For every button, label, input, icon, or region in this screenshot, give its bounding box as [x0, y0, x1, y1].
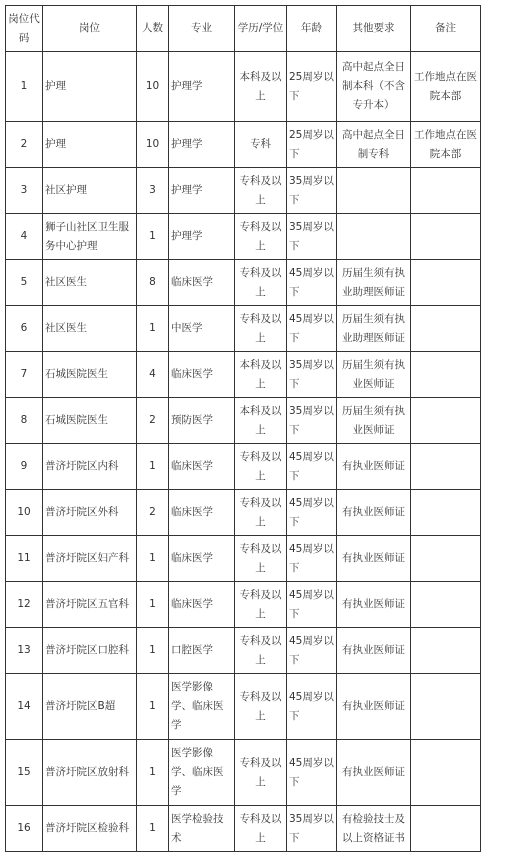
cell-requirements: 有检验技士及以上资格证书 — [337, 806, 411, 852]
cell-age: 45周岁以下 — [287, 260, 337, 306]
cell-notes — [411, 628, 481, 674]
cell-notes — [411, 806, 481, 852]
cell-age: 45周岁以下 — [287, 536, 337, 582]
cell-notes — [411, 168, 481, 214]
table-row — [6, 740, 481, 806]
table-row — [6, 398, 481, 444]
table-row — [6, 306, 481, 352]
cell-post: 石城医院医生 — [43, 398, 137, 444]
cell-notes — [411, 306, 481, 352]
cell-code: 7 — [6, 352, 43, 398]
cell-code: 10 — [6, 490, 43, 536]
cell-age: 35周岁以下 — [287, 352, 337, 398]
cell-education: 本科及以上 — [235, 52, 287, 122]
cell-requirements: 有执业医师证 — [337, 490, 411, 536]
table-row — [6, 582, 481, 628]
cell-requirements — [337, 214, 411, 260]
cell-major: 护理学 — [169, 214, 235, 260]
cell-post: 普济圩院区检验科 — [43, 806, 137, 852]
cell-major: 临床医学 — [169, 444, 235, 490]
recruitment-table — [5, 5, 481, 852]
cell-age: 25周岁以下 — [287, 52, 337, 122]
cell-requirements: 有执业医师证 — [337, 582, 411, 628]
cell-age: 45周岁以下 — [287, 444, 337, 490]
cell-code: 16 — [6, 806, 43, 852]
cell-requirements: 历届生须有执业医师证 — [337, 352, 411, 398]
header-notes: 备注 — [411, 6, 481, 52]
cell-post: 社区护理 — [43, 168, 137, 214]
cell-post: 普济圩院区内科 — [43, 444, 137, 490]
cell-age: 35周岁以下 — [287, 398, 337, 444]
cell-major: 预防医学 — [169, 398, 235, 444]
cell-notes — [411, 740, 481, 806]
table-row — [6, 628, 481, 674]
cell-code: 12 — [6, 582, 43, 628]
cell-count: 1 — [137, 628, 169, 674]
cell-code: 3 — [6, 168, 43, 214]
cell-post: 狮子山社区卫生服务中心护理 — [43, 214, 137, 260]
cell-major: 护理学 — [169, 168, 235, 214]
cell-major: 临床医学 — [169, 352, 235, 398]
cell-education: 本科及以上 — [235, 398, 287, 444]
cell-requirements: 有执业医师证 — [337, 536, 411, 582]
cell-post: 护理 — [43, 122, 137, 168]
cell-requirements: 有执业医师证 — [337, 444, 411, 490]
cell-age: 35周岁以下 — [287, 806, 337, 852]
header-count: 人数 — [137, 6, 169, 52]
cell-education: 专科及以上 — [235, 214, 287, 260]
cell-major: 医学影像学、临床医学 — [169, 740, 235, 806]
cell-requirements: 历届生须有执业助理医师证 — [337, 260, 411, 306]
cell-requirements: 有执业医师证 — [337, 628, 411, 674]
table-row — [6, 674, 481, 740]
cell-major: 临床医学 — [169, 490, 235, 536]
cell-code: 4 — [6, 214, 43, 260]
cell-notes — [411, 260, 481, 306]
cell-notes — [411, 582, 481, 628]
cell-count: 4 — [137, 352, 169, 398]
cell-requirements: 有执业医师证 — [337, 674, 411, 740]
cell-education: 专科及以上 — [235, 674, 287, 740]
table-row — [6, 52, 481, 122]
cell-post: 普济圩院区口腔科 — [43, 628, 137, 674]
cell-notes — [411, 398, 481, 444]
cell-education: 专科 — [235, 122, 287, 168]
cell-post: 普济圩院区B超 — [43, 674, 137, 740]
cell-education: 专科及以上 — [235, 740, 287, 806]
cell-requirements: 历届生须有执业助理医师证 — [337, 306, 411, 352]
cell-notes: 工作地点在医院本部 — [411, 122, 481, 168]
header-row — [6, 6, 481, 52]
cell-code: 9 — [6, 444, 43, 490]
cell-count: 1 — [137, 306, 169, 352]
cell-major: 医学影像学、临床医学 — [169, 674, 235, 740]
cell-count: 1 — [137, 674, 169, 740]
cell-count: 10 — [137, 122, 169, 168]
table-row — [6, 168, 481, 214]
header-age: 年龄 — [287, 6, 337, 52]
cell-notes — [411, 490, 481, 536]
cell-count: 3 — [137, 168, 169, 214]
cell-education: 专科及以上 — [235, 306, 287, 352]
cell-education: 专科及以上 — [235, 806, 287, 852]
cell-requirements: 有执业医师证 — [337, 740, 411, 806]
cell-notes: 工作地点在医院本部 — [411, 52, 481, 122]
header-code: 岗位代码 — [6, 6, 43, 52]
table-row — [6, 214, 481, 260]
cell-post: 普济圩院区妇产科 — [43, 536, 137, 582]
cell-notes — [411, 444, 481, 490]
cell-count: 1 — [137, 214, 169, 260]
cell-code: 1 — [6, 52, 43, 122]
cell-notes — [411, 214, 481, 260]
header-post: 岗位 — [43, 6, 137, 52]
cell-notes — [411, 674, 481, 740]
header-education: 学历/学位 — [235, 6, 287, 52]
header-major: 专业 — [169, 6, 235, 52]
cell-code: 15 — [6, 740, 43, 806]
cell-count: 2 — [137, 398, 169, 444]
cell-post: 普济圩院区五官科 — [43, 582, 137, 628]
cell-post: 社区医生 — [43, 306, 137, 352]
cell-requirements — [337, 168, 411, 214]
cell-age: 45周岁以下 — [287, 582, 337, 628]
cell-age: 35周岁以下 — [287, 214, 337, 260]
cell-post: 普济圩院区外科 — [43, 490, 137, 536]
cell-count: 1 — [137, 806, 169, 852]
cell-education: 专科及以上 — [235, 582, 287, 628]
table-row — [6, 260, 481, 306]
cell-post: 社区医生 — [43, 260, 137, 306]
cell-count: 1 — [137, 444, 169, 490]
header-requirements: 其他要求 — [337, 6, 411, 52]
cell-education: 专科及以上 — [235, 168, 287, 214]
cell-major: 临床医学 — [169, 582, 235, 628]
cell-code: 6 — [6, 306, 43, 352]
cell-major: 临床医学 — [169, 260, 235, 306]
table-row — [6, 444, 481, 490]
cell-requirements: 历届生须有执业医师证 — [337, 398, 411, 444]
cell-education: 专科及以上 — [235, 490, 287, 536]
cell-age: 45周岁以下 — [287, 306, 337, 352]
cell-major: 护理学 — [169, 122, 235, 168]
cell-notes — [411, 536, 481, 582]
cell-major: 护理学 — [169, 52, 235, 122]
cell-code: 8 — [6, 398, 43, 444]
cell-age: 45周岁以下 — [287, 490, 337, 536]
cell-age: 35周岁以下 — [287, 168, 337, 214]
cell-age: 45周岁以下 — [287, 740, 337, 806]
cell-count: 1 — [137, 740, 169, 806]
cell-count: 10 — [137, 52, 169, 122]
table-row — [6, 536, 481, 582]
cell-code: 2 — [6, 122, 43, 168]
cell-code: 5 — [6, 260, 43, 306]
cell-major: 口腔医学 — [169, 628, 235, 674]
cell-education: 专科及以上 — [235, 536, 287, 582]
cell-major: 医学检验技术 — [169, 806, 235, 852]
table-row — [6, 490, 481, 536]
cell-count: 8 — [137, 260, 169, 306]
cell-age: 25周岁以下 — [287, 122, 337, 168]
cell-education: 专科及以上 — [235, 444, 287, 490]
cell-count: 1 — [137, 536, 169, 582]
cell-code: 14 — [6, 674, 43, 740]
cell-notes — [411, 352, 481, 398]
cell-major: 中医学 — [169, 306, 235, 352]
cell-post: 普济圩院区放射科 — [43, 740, 137, 806]
cell-age: 45周岁以下 — [287, 628, 337, 674]
cell-count: 1 — [137, 582, 169, 628]
cell-education: 专科及以上 — [235, 628, 287, 674]
cell-post: 护理 — [43, 52, 137, 122]
cell-requirements: 高中起点全日制本科（不含专升本） — [337, 52, 411, 122]
cell-post: 石城医院医生 — [43, 352, 137, 398]
cell-education: 专科及以上 — [235, 260, 287, 306]
cell-code: 13 — [6, 628, 43, 674]
table-row — [6, 806, 481, 852]
table-row — [6, 352, 481, 398]
cell-count: 2 — [137, 490, 169, 536]
cell-age: 45周岁以下 — [287, 674, 337, 740]
table-row — [6, 122, 481, 168]
cell-education: 本科及以上 — [235, 352, 287, 398]
cell-major: 临床医学 — [169, 536, 235, 582]
cell-code: 11 — [6, 536, 43, 582]
cell-requirements: 高中起点全日制专科 — [337, 122, 411, 168]
